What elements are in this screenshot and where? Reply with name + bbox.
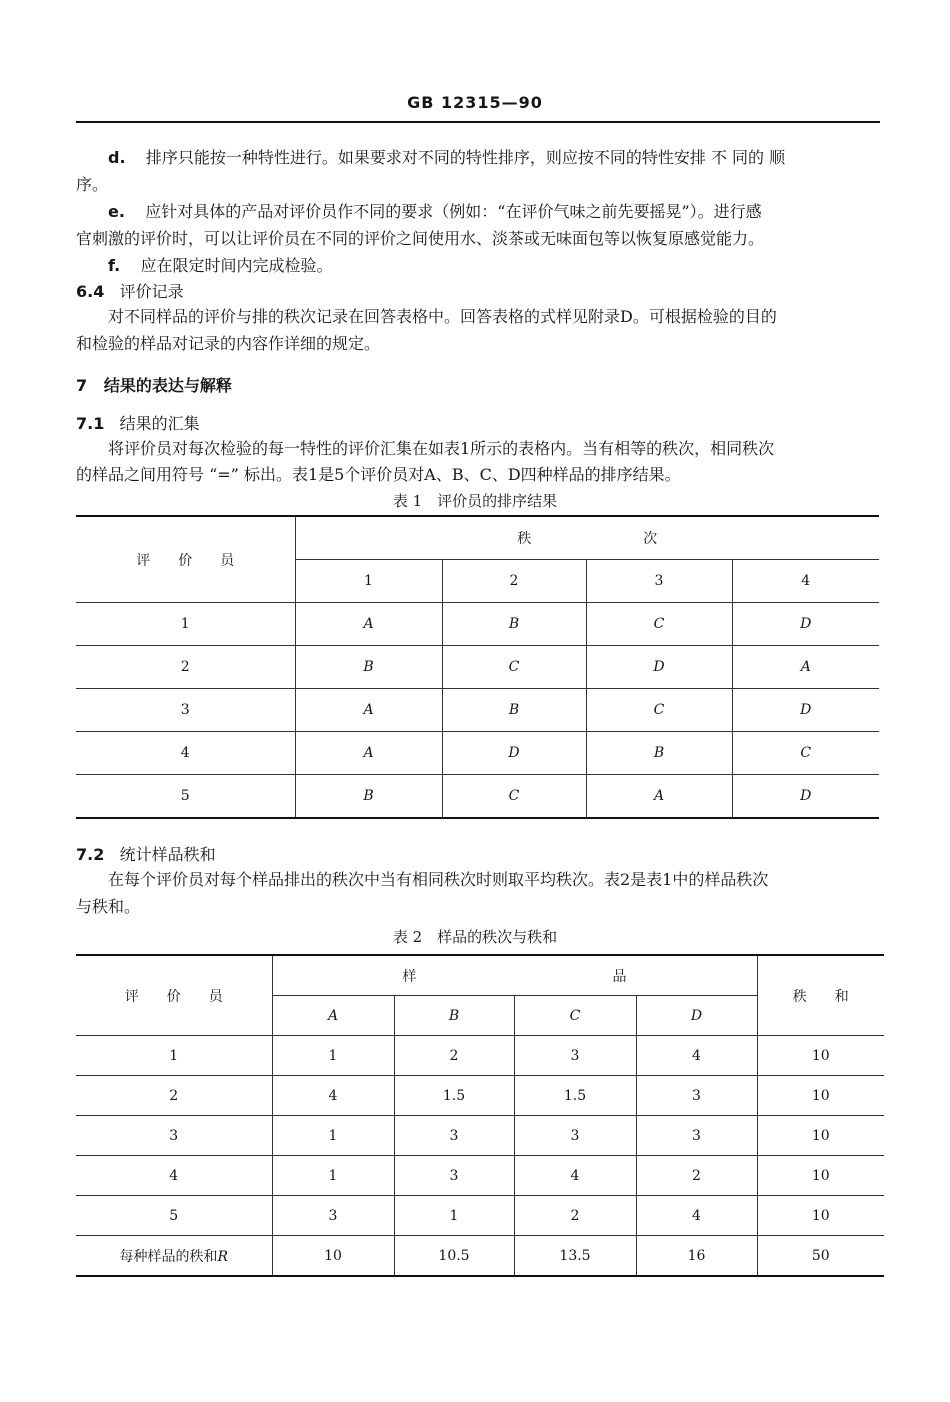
table-1 (76, 515, 879, 819)
table-cell: 3 (636, 1116, 757, 1156)
table-2-sample-group-header: 样 品 (272, 955, 757, 996)
table-row (76, 689, 879, 732)
table-1-rank-header: 2 (442, 560, 586, 603)
table-2-total-label-text: 每种样品的秩和 (119, 1248, 218, 1265)
section-7-1-text-1: 将评价员对每次检验的每一特性的评价汇集在如表1所示的表格内。当有相等的秩次，相同秩次 (108, 439, 775, 458)
item-e-label: e. (108, 202, 125, 221)
table-1-rank-header: 4 (732, 560, 879, 603)
table-cell: B (586, 732, 732, 775)
table-1-caption: 表 1 评价员的排序结果 (392, 492, 558, 510)
table-row (76, 1116, 884, 1156)
table-2-evaluator-id: 4 (76, 1156, 272, 1196)
item-d-text-1: 排序只能按一种特性进行。如果要求对不同的特性排序，则应按不同的特性安排 不 同的 顺 (145, 148, 786, 167)
table-cell: 10 (272, 1236, 394, 1277)
header-rule (76, 121, 880, 123)
item-e-text-2: 官刺激的评价时，可以让评价员在不同的评价之间使用水、淡茶或无味面包等以恢复原感觉能力。 (76, 229, 765, 248)
table-row (76, 775, 879, 819)
table-2-caption: 表 2 样品的秩次与秩和 (392, 928, 558, 946)
table-cell: 1.5 (514, 1076, 636, 1116)
table-cell: D (442, 732, 586, 775)
table-cell: 3 (394, 1156, 514, 1196)
section-7-2-text-1: 在每个评价员对每个样品排出的秩次中当有相同秩次时则取平均秩次。表2是表1中的样品秩次 (108, 870, 769, 889)
table-row (76, 646, 879, 689)
section-6-4-number: 6.4 (76, 282, 105, 301)
section-7-1-heading (76, 412, 200, 436)
item-e-text-1: 应针对具体的产品对评价员作不同的要求（例如：“在评价气味之前先要摇晃”）。进行感 (145, 202, 762, 221)
table-cell: B (442, 689, 586, 732)
table-2-total-row (76, 1236, 884, 1277)
table-1-evaluator-id: 2 (76, 646, 295, 689)
section-7-2-title: 统计样品秩和 (119, 845, 216, 864)
table-cell: 4 (514, 1156, 636, 1196)
section-7-number: 7 (76, 376, 88, 395)
table-cell: 3 (272, 1196, 394, 1236)
table-2-total-symbol: R (217, 1248, 229, 1265)
table-2-sample-header: D (636, 996, 757, 1036)
table-cell: 1 (394, 1196, 514, 1236)
table-cell: D (732, 603, 879, 646)
table-cell: 1.5 (394, 1076, 514, 1116)
table-cell: 1 (272, 1156, 394, 1196)
table-2-row-sum: 10 (757, 1036, 884, 1076)
item-d-label: d. (108, 148, 126, 167)
table-2-row-sum: 10 (757, 1116, 884, 1156)
section-7-1-number: 7.1 (76, 414, 105, 433)
table-cell: B (295, 646, 442, 689)
table-1-evaluator-id: 1 (76, 603, 295, 646)
table-cell: 2 (514, 1196, 636, 1236)
item-d-text-2: 序。 (76, 175, 109, 194)
table-cell: 3 (636, 1076, 757, 1116)
table-2-evaluator-id: 1 (76, 1036, 272, 1076)
table-2-evaluator-header: 评 价 员 (76, 955, 272, 1036)
table-cell: A (295, 689, 442, 732)
table-cell: 2 (394, 1036, 514, 1076)
table-cell: B (295, 775, 442, 819)
table-2-sample-header: C (514, 996, 636, 1036)
table-2-row-sum: 10 (757, 1076, 884, 1116)
item-d (108, 146, 785, 170)
table-cell: C (586, 689, 732, 732)
item-f-label: f. (108, 256, 121, 275)
table-1-evaluator-id: 4 (76, 732, 295, 775)
table-cell: A (295, 603, 442, 646)
table-cell: 2 (636, 1156, 757, 1196)
item-f-text: 应在限定时间内完成检验。 (140, 256, 333, 275)
item-e (108, 200, 762, 224)
table-row (76, 603, 879, 646)
table-row (76, 732, 879, 775)
table-2-evaluator-id: 5 (76, 1196, 272, 1236)
table-cell: 3 (394, 1116, 514, 1156)
table-cell: A (732, 646, 879, 689)
section-7-heading (76, 374, 232, 398)
section-7-title: 结果的表达与解释 (103, 376, 232, 395)
section-7-2-number: 7.2 (76, 845, 105, 864)
table-row (76, 1076, 884, 1116)
section-7-1-title: 结果的汇集 (119, 414, 200, 433)
table-cell: 1 (272, 1116, 394, 1156)
table-2-evaluator-id: 2 (76, 1076, 272, 1116)
table-1-rank-group-header: 秩 次 (295, 516, 879, 560)
document-header: GB 12315—90 (407, 93, 543, 112)
table-1-evaluator-header: 评 价 员 (76, 516, 295, 603)
section-6-4-text-1: 对不同样品的评价与排的秩次记录在回答表格中。回答表格的式样见附录D。可根据检验的目的 (108, 307, 777, 326)
table-cell: C (442, 775, 586, 819)
section-6-4-title: 评价记录 (119, 282, 184, 301)
table-1-evaluator-id: 5 (180, 788, 190, 804)
section-7-2-text-2: 与秩和。 (76, 897, 141, 916)
table-2-total-sum: 50 (757, 1236, 884, 1277)
table-cell: C (732, 732, 879, 775)
table-cell: C (442, 646, 586, 689)
table-cell: 4 (636, 1196, 757, 1236)
table-cell: A (295, 732, 442, 775)
table-row (76, 1156, 884, 1196)
table-cell: 4 (636, 1036, 757, 1076)
table-2-total-label (76, 1236, 272, 1277)
table-2-row-sum: 10 (757, 1196, 884, 1236)
table-2-sample-header: B (394, 996, 514, 1036)
table-2 (76, 954, 884, 1277)
table-cell: 16 (636, 1236, 757, 1277)
table-2-sample-header: A (272, 996, 394, 1036)
section-7-2-heading (76, 843, 216, 867)
table-2-evaluator-id: 3 (76, 1116, 272, 1156)
table-cell: B (442, 603, 586, 646)
table-cell: 3 (514, 1036, 636, 1076)
table-1-rank-header: 3 (586, 560, 732, 603)
section-6-4-heading (76, 280, 184, 304)
table-cell: D (732, 689, 879, 732)
table-cell: 3 (514, 1116, 636, 1156)
table-cell: D (732, 775, 879, 819)
section-7-1-text-2: 的样品之间用符号 “=” 标出。表1是5个评价员对A、B、C、D四种样品的排序结果。 (76, 465, 681, 484)
item-f (108, 254, 333, 278)
table-cell: A (586, 775, 732, 819)
table-2-ranksum-header: 秩 和 (757, 955, 884, 1036)
table-cell: 1 (272, 1036, 394, 1076)
table-cell: C (586, 603, 732, 646)
table-1-rank-header: 1 (295, 560, 442, 603)
table-cell: 10.5 (394, 1236, 514, 1277)
section-6-4-text-2: 和检验的样品对记录的内容作详细的规定。 (76, 334, 381, 353)
table-row (76, 1196, 884, 1236)
table-cell: D (586, 646, 732, 689)
table-2-row-sum: 10 (757, 1156, 884, 1196)
table-cell: 13.5 (514, 1236, 636, 1277)
table-cell: 4 (272, 1076, 394, 1116)
table-1-evaluator-id: 3 (76, 689, 295, 732)
table-row (76, 1036, 884, 1076)
